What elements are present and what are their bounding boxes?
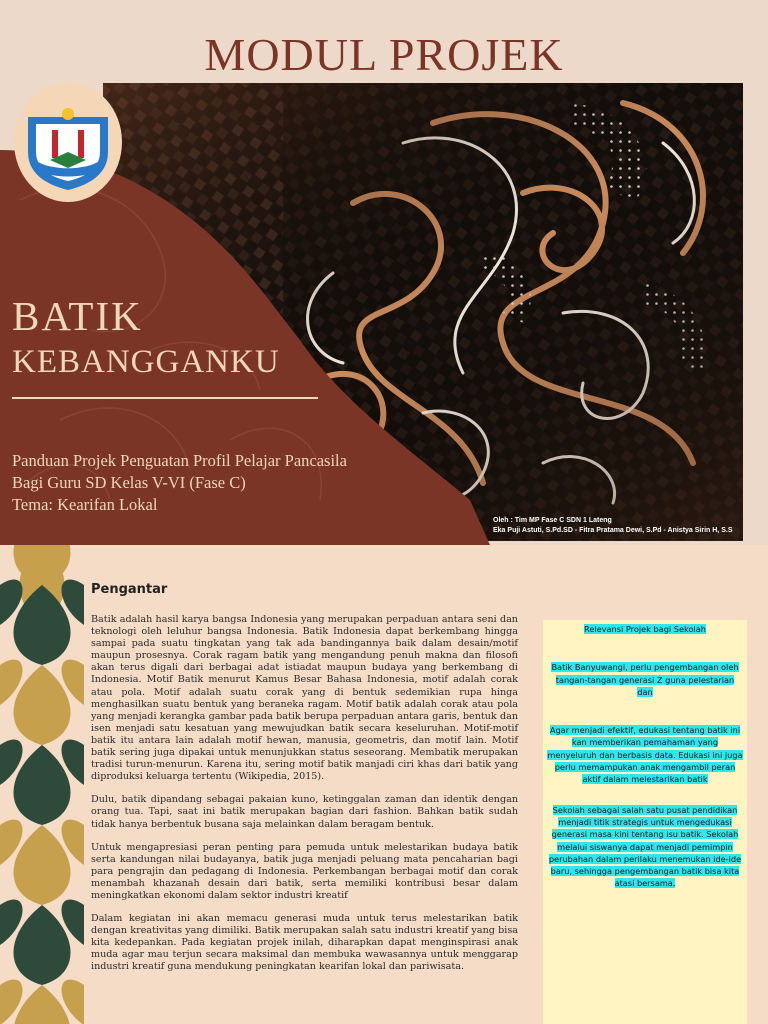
cover-divider bbox=[12, 397, 318, 399]
relevance-title: Relevansi Projek bagi Sekolah bbox=[584, 624, 706, 634]
cover-subtitle-line: Bagi Guru SD Kelas V-VI (Fase C) bbox=[12, 473, 246, 492]
relevance-paragraph: Agar menjadi efektif, edukasi tentang batik ini kan memberikan pemahaman yang menyeluruh dan berbasis data. Edukasi ini juga perlu memampukan anak mengambil peran aktif dalam melestarikan batik bbox=[547, 725, 743, 785]
module-title: MODUL PROJEK bbox=[204, 29, 564, 80]
intro-paragraph: Dalam kegiatan ini akan memacu generasi muda untuk terus melestarikan batik dengan kreativitas yang dimiliki. Batik merupakan salah satu industri kreatif yang bisa kita kedepankan. Pada kegiatan projek inilah, diharapkan dapat menginspirasi anak muda agar mau terjun secara maksimal dan membuka wawasannya untuk menggarap industri kreatif guna mendukung peningkatan kearifan lokal dan pariwisata. bbox=[91, 913, 518, 973]
author-credit: Oleh : Tim MP Fase C SDN 1 Lateng bbox=[493, 517, 612, 524]
intro-paragraph: Batik adalah hasil karya bangsa Indonesia yang merupakan perpaduan antara seni dan teknologi oleh leluhur bangsa Indonesia. Batik Indonesia dapat berkembang hingga sampai pada suatu tingkatan yang tak ada bandingannya baik dalam desain/motif maupun prosesnya. Corak ragam batik yang mengandung penuh makna dan filosofi akan terus digali dari berbagai adat istiadat maupun budaya yang berkembang di Indonesia. Motif Batik menurut Kamus Besar Bahasa Indonesia, motif adalah corak atau pola. Motif adalah suatu corak yang di bentuk sedemikian rupa hinga menghasilkan suatu bentuk yang beraneka ragam. Motif batik adalah corak atau pola yang menjadi kerangka gambar pada batik berupa perpaduan antara garis, bentuk dan isen menjadi satu kesatuan yang mewujudkan batik secara keseluruhan. Motif-motif batik itu antara lain adalah motif hewan, manusia, geometris, dan motif lain. Motif batik sering juga dipakai untuk menunjukkan status seseorang. Membatik merupakan tradisi turun-menurun. Karena itu, sering motif batik manjadi ciri khas dari batik yang diproduksi keluarga tertentu (Wikipedia, 2015). bbox=[91, 614, 518, 783]
relevance-note-box bbox=[543, 620, 747, 1024]
intro-heading: Pengantar bbox=[91, 582, 168, 597]
cover-subtitle-line: Tema: Kearifan Lokal bbox=[12, 495, 158, 514]
intro-page bbox=[0, 545, 768, 1024]
petal-pattern-decoration bbox=[0, 545, 84, 1024]
intro-paragraph: Untuk mengapresiasi peran penting para pemuda untuk melestarikan budaya batik serta kandungan nilai budayanya, batik juga menjadi peluang mata pencaharian bagi para pengrajin dan pedagang di Indonesia. Perkembangan berbagai motif dan corak menambah khazanah desain dari batik, serta memiliki kontribusi besar dalam meningkatkan ekonomi dalam sektor industri kreatif bbox=[91, 841, 518, 901]
intro-paragraph: Dulu, batik dipandang sebagai pakaian kuno, ketinggalan zaman dan identik dengan orang tua. Tapi, saat ini batik merupakan bagian dari fashion. Bahkan batik sudah tidak hanya berbentuk busana saja melainkan dalam beragam bentuk. bbox=[91, 794, 518, 830]
cover-subtitle-line: Panduan Projek Penguatan Profil Pelajar Pancasila bbox=[12, 451, 347, 470]
intro-body bbox=[91, 614, 518, 985]
school-logo bbox=[14, 82, 122, 202]
cover-heading-batik: BATIK bbox=[12, 293, 143, 339]
author-names: Eka Puji Astuti, S.Pd.SD - Fitra Pratama Dewi, S.Pd - Anistya Sirin H, S.S bbox=[493, 527, 733, 534]
cover-heading-kebanggaanku: KEBANGGANKU bbox=[12, 344, 280, 380]
relevance-paragraph: Sekolah sebagai salah satu pusat pendidikan menjadi titik strategis untuk mengedukasi generasi masa kini tentang isu batik. Sekolah melalui siswanya dapat menjadi pemimpin perubahan dalam perilaku menemukan ide-ide baru, sehingga pengembangan batik bisa kita atasi bersama. bbox=[548, 804, 742, 889]
relevance-paragraph: Batik Banyuwangi, perlu pengembangan oleh tangan-tangan generasi Z guna pelestarian dan bbox=[551, 662, 739, 697]
